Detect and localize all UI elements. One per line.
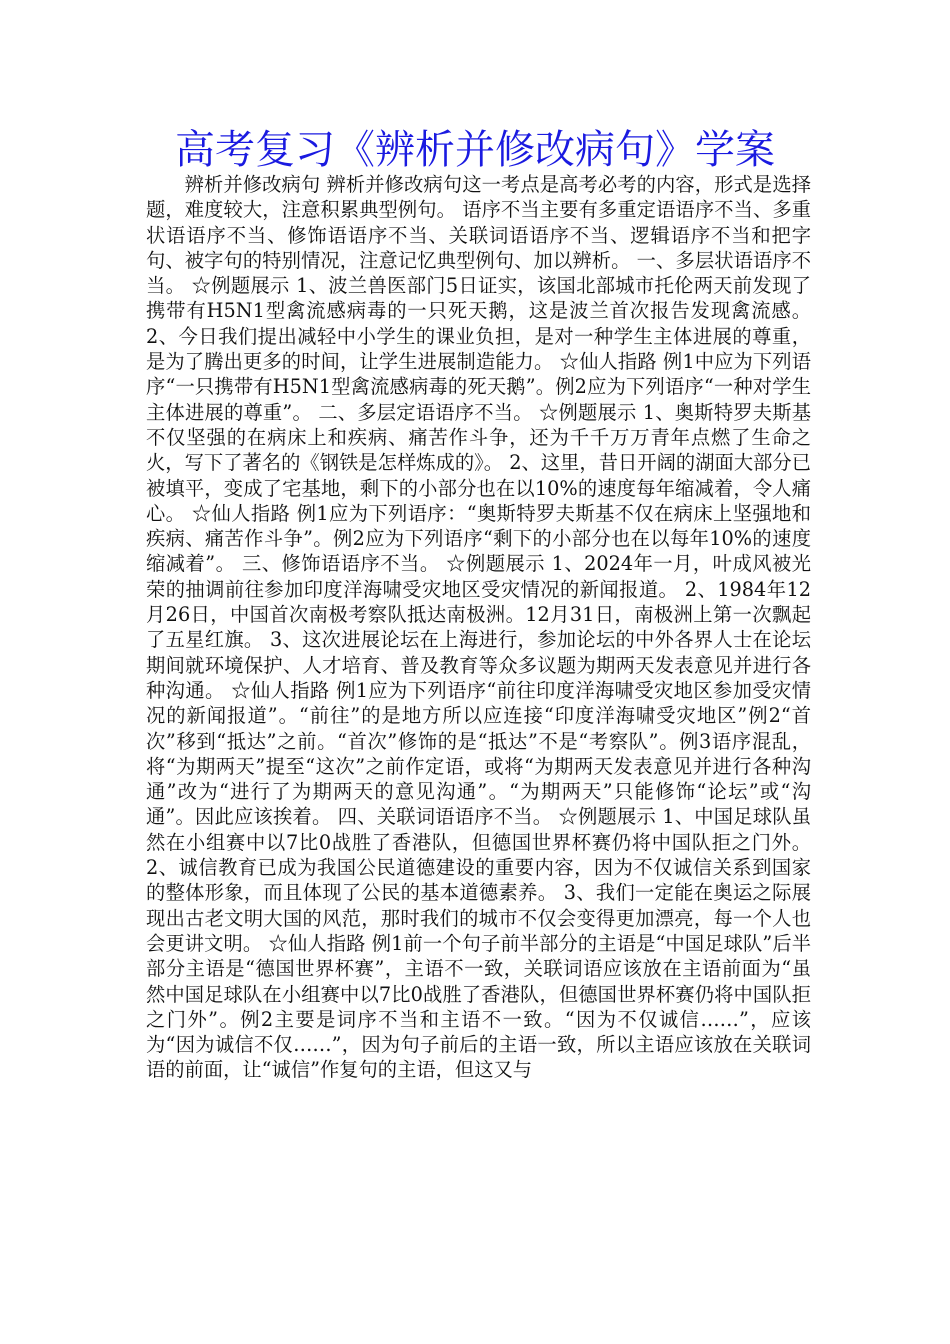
document-title: 高考复习《辨析并修改病句》学案	[175, 127, 775, 173]
document-body-text: 辨析并修改病句 辨析并修改病句这一考点是高考必考的内容，形式是选择题，难度较大，注意积累典型例句。 语序不当主要有多重定语语序不当、多重状语语序不当、修饰语语序不当、关联词语语序不当、逻辑语序不当和把字句、被字句的特别情况，注意记忆典型例句、加以辨析。 一、多层状语语序不当。 ☆例题展示 1、波兰兽医部门5日证实，该国北部城市托伦两天前发现了携带有H5N1型禽流感病毒的一只死天鹅，这是波兰首次报告发现禽流感。 2、今日我们提出减轻中小学生的课业负担，是对一种学生主体进展的尊重，是为了腾出更多的时间，让学生进展制造能力。 ☆仙人指路 例1中应为下列语序“一只携带有H5N1型禽流感病毒的死天鹅”。例2应为下列语序“一种对学生主体进展的尊重”。 二、多层定语语序不当。 ☆例题展示 1、奥斯特罗夫斯基不仅坚强的在病床上和疾病、痛苦作斗争，还为千千万万青年点燃了生命之火，写下了著名的《钢铁是怎样炼成的》。 2、这里，昔日开阔的湖面大部分已被填平，变成了宅基地，剩下的小部分也在以10%的速度每年缩减着，令人痛心。 ☆仙人指路 例1应为下列语序：“奥斯特罗夫斯基不仅在病床上坚强地和疾病、痛苦作斗争”。例2应为下列语序“剩下的小部分也在以每年10%的速度缩减着”。 三、修饰语语序不当。 ☆例题展示 1、2024年一月，叶成风被光荣的抽调前往参加印度洋海啸受灾地区受灾情况的新闻报道。 2、1984年12月26日，中国首次南极考察队抵达南极洲。12月31日，南极洲上第一次飘起了五星红旗。 3、这次进展论坛在上海进行，参加论坛的中外各界人士在论坛期间就环境保护、人才培育、普及教育等众多议题为期两天发表意见并进行各种沟通。 ☆仙人指路 例1应为下列语序“前往印度洋海啸受灾地区参加受灾情况的新闻报道”。“前往”的是地方所以应连接“印度洋海啸受灾地区”例2“首次”移到“抵达”之前。“首次”修饰的是“抵达”不是“考察队”。例3语序混乱，将“为期两天”提至“这次”之前作定语，或将“为期两天发表意见并进行各种沟通”改为“进行了为期两天的意见沟通”。“为期两天”只能修饰“论坛”或“沟通”。因此应该挨着。 四、关联词语语序不当。 ☆例题展示 1、中国足球队虽然在小组赛中以7比0战胜了香港队，但德国世界杯赛仍将中国队拒之门外。 2、诚信教育已成为我国公民道德建设的重要内容，因为不仅诚信关系到国家的整体形象，而且体现了公民的基本道德素养。 3、我们一定能在奥运之际展现出古老文明大国的风范，那时我们的城市不仅会变得更加漂亮，每一个人也会更讲文明。 ☆仙人指路 例1前一个句子前半部分的主语是“中国足球队”后半部分主语是“德国世界杯赛”，主语不一致，关联词语应该放在主语前面为“虽然中国足球队在小组赛中以7比0战胜了香港队，但德国世界杯赛仍将中国队拒之门外”。例2主要是词序不当和主语不一致。“因为不仅诚信……”，应该为“因为诚信不仅……”，因为句子前后的主语一致，所以主语应该放在关联词语的前面，让“诚信”作复句的主语，但这又与	[146, 173, 811, 1082]
